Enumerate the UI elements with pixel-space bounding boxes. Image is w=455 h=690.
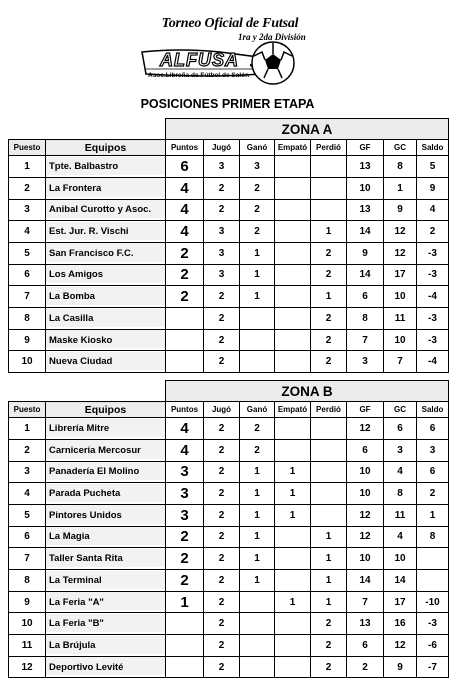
team-cell: Librería Mitre <box>46 418 166 440</box>
table-row <box>9 156 449 178</box>
team-cell: La Terminal <box>46 570 166 592</box>
points-cell: 4 <box>166 221 204 243</box>
table-row <box>9 177 449 199</box>
drawn-cell <box>275 286 311 308</box>
drawn-cell: 1 <box>275 591 311 613</box>
goals-against-cell: 10 <box>384 329 417 351</box>
pos-cell: 7 <box>9 286 46 308</box>
col-header-equipos: Equipos <box>46 402 166 418</box>
goal-diff-cell: -3 <box>417 329 449 351</box>
played-cell: 2 <box>204 635 240 657</box>
goals-against-cell: 6 <box>384 418 417 440</box>
team-cell: La Feria "A" <box>46 591 166 613</box>
team-cell: Taller Santa Rita <box>46 548 166 570</box>
logo-name: ALFUSA <box>160 50 239 70</box>
drawn-cell <box>275 221 311 243</box>
goals-for-cell: 6 <box>347 635 384 657</box>
goal-diff-cell: 2 <box>417 483 449 505</box>
goals-against-cell: 12 <box>384 221 417 243</box>
goal-diff-cell: -3 <box>417 242 449 264</box>
team-cell: La Magia <box>46 526 166 548</box>
won-cell: 2 <box>240 177 275 199</box>
won-cell: 1 <box>240 286 275 308</box>
drawn-cell <box>275 329 311 351</box>
col-header-gano: Ganó <box>240 140 275 156</box>
goals-for-cell: 12 <box>347 418 384 440</box>
goals-for-cell: 7 <box>347 591 384 613</box>
goal-diff-cell: 6 <box>417 461 449 483</box>
won-cell: 1 <box>240 504 275 526</box>
points-cell <box>166 308 204 330</box>
page-title: POSICIONES PRIMER ETAPA <box>140 97 315 111</box>
goals-for-cell: 14 <box>347 221 384 243</box>
drawn-cell <box>275 308 311 330</box>
goal-diff-cell: 3 <box>417 439 449 461</box>
goals-against-cell: 11 <box>384 308 417 330</box>
team-cell: Nueva Ciudad <box>46 351 166 373</box>
points-cell: 2 <box>166 570 204 592</box>
goals-against-cell: 16 <box>384 613 417 635</box>
goals-for-cell: 14 <box>347 264 384 286</box>
points-cell: 3 <box>166 504 204 526</box>
pos-cell: 1 <box>9 156 46 178</box>
won-cell <box>240 613 275 635</box>
played-cell: 2 <box>204 526 240 548</box>
goals-for-cell: 7 <box>347 329 384 351</box>
won-cell <box>240 635 275 657</box>
drawn-cell <box>275 526 311 548</box>
drawn-cell <box>275 613 311 635</box>
lost-cell <box>311 439 347 461</box>
team-cell: Anibal Curotto y Asoc. <box>46 199 166 221</box>
team-cell: La Brújula <box>46 635 166 657</box>
goal-diff-cell <box>417 570 449 592</box>
logo-subtitle: 1ra y 2da División <box>238 32 306 42</box>
col-header-saldo: Saldo <box>417 402 449 418</box>
drawn-cell <box>275 548 311 570</box>
goals-against-cell: 11 <box>384 504 417 526</box>
pos-cell: 9 <box>9 329 46 351</box>
pos-cell: 10 <box>9 613 46 635</box>
pos-cell: 11 <box>9 635 46 657</box>
lost-cell <box>311 156 347 178</box>
logo-association: Asoc.Libreña de Fútbol de Salón <box>148 72 250 79</box>
table-row <box>9 418 449 440</box>
pos-cell: 10 <box>9 351 46 373</box>
lost-cell: 2 <box>311 308 347 330</box>
col-header-puesto: Puesto <box>9 402 46 418</box>
lost-cell: 2 <box>311 656 347 678</box>
goals-for-cell: 13 <box>347 199 384 221</box>
pos-cell: 4 <box>9 221 46 243</box>
table-row <box>9 461 449 483</box>
col-header-gf: GF <box>347 140 384 156</box>
table-row <box>9 635 449 657</box>
goals-for-cell: 6 <box>347 286 384 308</box>
lost-cell <box>311 418 347 440</box>
won-cell: 3 <box>240 156 275 178</box>
points-cell: 2 <box>166 548 204 570</box>
table-row <box>9 483 449 505</box>
pos-cell: 7 <box>9 548 46 570</box>
goals-against-cell: 10 <box>384 286 417 308</box>
team-cell: Panadería El Molino <box>46 461 166 483</box>
won-cell <box>240 591 275 613</box>
goals-against-cell: 7 <box>384 351 417 373</box>
goals-against-cell: 1 <box>384 177 417 199</box>
goals-against-cell: 4 <box>384 526 417 548</box>
lost-cell <box>311 177 347 199</box>
goals-against-cell: 8 <box>384 156 417 178</box>
goals-against-cell: 3 <box>384 439 417 461</box>
goal-diff-cell: -10 <box>417 591 449 613</box>
goals-against-cell: 9 <box>384 199 417 221</box>
zone-title: ZONA B <box>166 381 449 402</box>
won-cell: 1 <box>240 461 275 483</box>
lost-cell: 1 <box>311 591 347 613</box>
won-cell: 1 <box>240 526 275 548</box>
played-cell: 3 <box>204 242 240 264</box>
goal-diff-cell: -3 <box>417 308 449 330</box>
won-cell: 2 <box>240 221 275 243</box>
played-cell: 2 <box>204 548 240 570</box>
points-cell: 2 <box>166 286 204 308</box>
points-cell: 4 <box>166 177 204 199</box>
table-row <box>9 656 449 678</box>
team-cell: Pintores Unidos <box>46 504 166 526</box>
team-cell: La Feria "B" <box>46 613 166 635</box>
lost-cell: 2 <box>311 635 347 657</box>
goal-diff-cell: -7 <box>417 656 449 678</box>
goals-against-cell: 17 <box>384 591 417 613</box>
played-cell: 2 <box>204 656 240 678</box>
team-cell: Parada Pucheta <box>46 483 166 505</box>
table-row <box>9 199 449 221</box>
drawn-cell <box>275 156 311 178</box>
lost-cell <box>311 461 347 483</box>
points-cell: 2 <box>166 264 204 286</box>
points-cell <box>166 329 204 351</box>
played-cell: 2 <box>204 351 240 373</box>
team-cell: La Frontera <box>46 177 166 199</box>
table-header <box>9 140 449 156</box>
col-header-equipos: Equipos <box>46 140 166 156</box>
goals-against-cell: 17 <box>384 264 417 286</box>
goals-against-cell: 4 <box>384 461 417 483</box>
goals-for-cell: 10 <box>347 461 384 483</box>
drawn-cell <box>275 656 311 678</box>
goals-for-cell: 10 <box>347 177 384 199</box>
drawn-cell <box>275 635 311 657</box>
points-cell: 3 <box>166 483 204 505</box>
drawn-cell <box>275 351 311 373</box>
drawn-cell <box>275 264 311 286</box>
played-cell: 2 <box>204 504 240 526</box>
goals-for-cell: 13 <box>347 613 384 635</box>
goals-for-cell: 14 <box>347 570 384 592</box>
table-row <box>9 526 449 548</box>
won-cell <box>240 308 275 330</box>
col-header-jugo: Jugó <box>204 402 240 418</box>
table-row <box>9 548 449 570</box>
team-cell: La Casilla <box>46 308 166 330</box>
played-cell: 2 <box>204 613 240 635</box>
col-header-empato: Empató <box>275 402 311 418</box>
won-cell: 2 <box>240 199 275 221</box>
won-cell: 1 <box>240 242 275 264</box>
played-cell: 2 <box>204 570 240 592</box>
drawn-cell <box>275 199 311 221</box>
goal-diff-cell <box>417 548 449 570</box>
col-header-jugo: Jugó <box>204 140 240 156</box>
played-cell: 2 <box>204 329 240 351</box>
table-row <box>9 329 449 351</box>
played-cell: 2 <box>204 177 240 199</box>
won-cell <box>240 351 275 373</box>
played-cell: 2 <box>204 483 240 505</box>
drawn-cell <box>275 242 311 264</box>
goal-diff-cell: 1 <box>417 504 449 526</box>
drawn-cell: 1 <box>275 461 311 483</box>
goals-against-cell: 14 <box>384 570 417 592</box>
points-cell <box>166 656 204 678</box>
points-cell <box>166 613 204 635</box>
col-header-empato: Empató <box>275 140 311 156</box>
won-cell: 1 <box>240 483 275 505</box>
goal-diff-cell: -6 <box>417 635 449 657</box>
pos-cell: 5 <box>9 242 46 264</box>
pos-cell: 8 <box>9 570 46 592</box>
drawn-cell <box>275 177 311 199</box>
played-cell: 2 <box>204 418 240 440</box>
col-header-perdio: Perdió <box>311 140 347 156</box>
drawn-cell <box>275 418 311 440</box>
pos-cell: 3 <box>9 199 46 221</box>
lost-cell: 1 <box>311 570 347 592</box>
won-cell: 1 <box>240 264 275 286</box>
team-cell: Los Amigos <box>46 264 166 286</box>
table-header <box>9 402 449 418</box>
points-cell <box>166 635 204 657</box>
lost-cell: 2 <box>311 613 347 635</box>
goals-for-cell: 6 <box>347 439 384 461</box>
goals-for-cell: 12 <box>347 504 384 526</box>
won-cell: 1 <box>240 548 275 570</box>
goals-for-cell: 2 <box>347 656 384 678</box>
points-cell: 4 <box>166 439 204 461</box>
table-row <box>9 504 449 526</box>
table-row <box>9 264 449 286</box>
soccer-ball-icon <box>250 40 296 86</box>
table-row <box>9 570 449 592</box>
col-header-gc: GC <box>384 402 417 418</box>
goals-for-cell: 12 <box>347 526 384 548</box>
team-cell: Tpte. Balbastro <box>46 156 166 178</box>
drawn-cell <box>275 570 311 592</box>
pos-cell: 6 <box>9 526 46 548</box>
points-cell: 6 <box>166 156 204 178</box>
lost-cell <box>311 199 347 221</box>
pos-cell: 2 <box>9 177 46 199</box>
col-header-gano: Ganó <box>240 402 275 418</box>
goals-for-cell: 10 <box>347 548 384 570</box>
table-row <box>9 221 449 243</box>
col-header-perdio: Perdió <box>311 402 347 418</box>
goal-diff-cell: 9 <box>417 177 449 199</box>
team-cell: San Francisco F.C. <box>46 242 166 264</box>
lost-cell <box>311 483 347 505</box>
won-cell: 2 <box>240 439 275 461</box>
points-cell: 3 <box>166 461 204 483</box>
points-cell: 2 <box>166 242 204 264</box>
pos-cell: 5 <box>9 504 46 526</box>
won-cell: 2 <box>240 418 275 440</box>
tournament-logo <box>0 0 455 98</box>
won-cell: 1 <box>240 570 275 592</box>
points-cell: 1 <box>166 591 204 613</box>
table-row <box>9 591 449 613</box>
team-cell: Maske Kiosko <box>46 329 166 351</box>
logo-title: Torneo Oficial de Futsal <box>161 16 299 31</box>
played-cell: 3 <box>204 221 240 243</box>
played-cell: 2 <box>204 286 240 308</box>
lost-cell: 1 <box>311 286 347 308</box>
pos-cell: 1 <box>9 418 46 440</box>
lost-cell: 2 <box>311 351 347 373</box>
goals-for-cell: 9 <box>347 242 384 264</box>
goals-for-cell: 10 <box>347 483 384 505</box>
col-header-saldo: Saldo <box>417 140 449 156</box>
drawn-cell: 1 <box>275 504 311 526</box>
goals-against-cell: 8 <box>384 483 417 505</box>
lost-cell: 1 <box>311 548 347 570</box>
pos-cell: 2 <box>9 439 46 461</box>
played-cell: 2 <box>204 461 240 483</box>
goals-against-cell: 9 <box>384 656 417 678</box>
lost-cell: 2 <box>311 242 347 264</box>
points-cell <box>166 351 204 373</box>
goal-diff-cell: 5 <box>417 156 449 178</box>
goal-diff-cell: 6 <box>417 418 449 440</box>
pos-cell: 6 <box>9 264 46 286</box>
team-cell: Est. Jur. R. Vischi <box>46 221 166 243</box>
goal-diff-cell: -3 <box>417 264 449 286</box>
goals-against-cell: 10 <box>384 548 417 570</box>
lost-cell <box>311 504 347 526</box>
col-header-puesto: Puesto <box>9 140 46 156</box>
pos-cell: 9 <box>9 591 46 613</box>
goal-diff-cell: -4 <box>417 286 449 308</box>
lost-cell: 1 <box>311 221 347 243</box>
pos-cell: 4 <box>9 483 46 505</box>
zone-title: ZONA A <box>166 119 449 140</box>
goals-for-cell: 3 <box>347 351 384 373</box>
table-row <box>9 613 449 635</box>
col-header-gf: GF <box>347 402 384 418</box>
pos-cell: 12 <box>9 656 46 678</box>
played-cell: 3 <box>204 156 240 178</box>
table-row <box>9 286 449 308</box>
col-header-puntos: Puntos <box>166 402 204 418</box>
team-cell: La Bomba <box>46 286 166 308</box>
drawn-cell: 1 <box>275 483 311 505</box>
drawn-cell <box>275 439 311 461</box>
col-header-puntos: Puntos <box>166 140 204 156</box>
pos-cell: 3 <box>9 461 46 483</box>
lost-cell: 1 <box>311 526 347 548</box>
won-cell <box>240 656 275 678</box>
lost-cell: 2 <box>311 264 347 286</box>
table-row <box>9 351 449 373</box>
points-cell: 4 <box>166 418 204 440</box>
table-row <box>9 439 449 461</box>
table-row <box>9 308 449 330</box>
zona-b-table <box>8 380 449 678</box>
col-header-gc: GC <box>384 140 417 156</box>
goal-diff-cell: -3 <box>417 613 449 635</box>
pos-cell: 8 <box>9 308 46 330</box>
played-cell: 2 <box>204 308 240 330</box>
goals-against-cell: 12 <box>384 635 417 657</box>
zona-a-table <box>8 118 449 373</box>
played-cell: 2 <box>204 591 240 613</box>
goals-for-cell: 8 <box>347 308 384 330</box>
goal-diff-cell: 2 <box>417 221 449 243</box>
goal-diff-cell: 8 <box>417 526 449 548</box>
team-cell: Carnicería Mercosur <box>46 439 166 461</box>
goal-diff-cell: -4 <box>417 351 449 373</box>
lost-cell: 2 <box>311 329 347 351</box>
played-cell: 3 <box>204 264 240 286</box>
goals-for-cell: 13 <box>347 156 384 178</box>
goals-against-cell: 12 <box>384 242 417 264</box>
team-cell: Deportivo Levité <box>46 656 166 678</box>
points-cell: 2 <box>166 526 204 548</box>
goal-diff-cell: 4 <box>417 199 449 221</box>
played-cell: 2 <box>204 199 240 221</box>
played-cell: 2 <box>204 439 240 461</box>
points-cell: 4 <box>166 199 204 221</box>
won-cell <box>240 329 275 351</box>
table-row <box>9 242 449 264</box>
